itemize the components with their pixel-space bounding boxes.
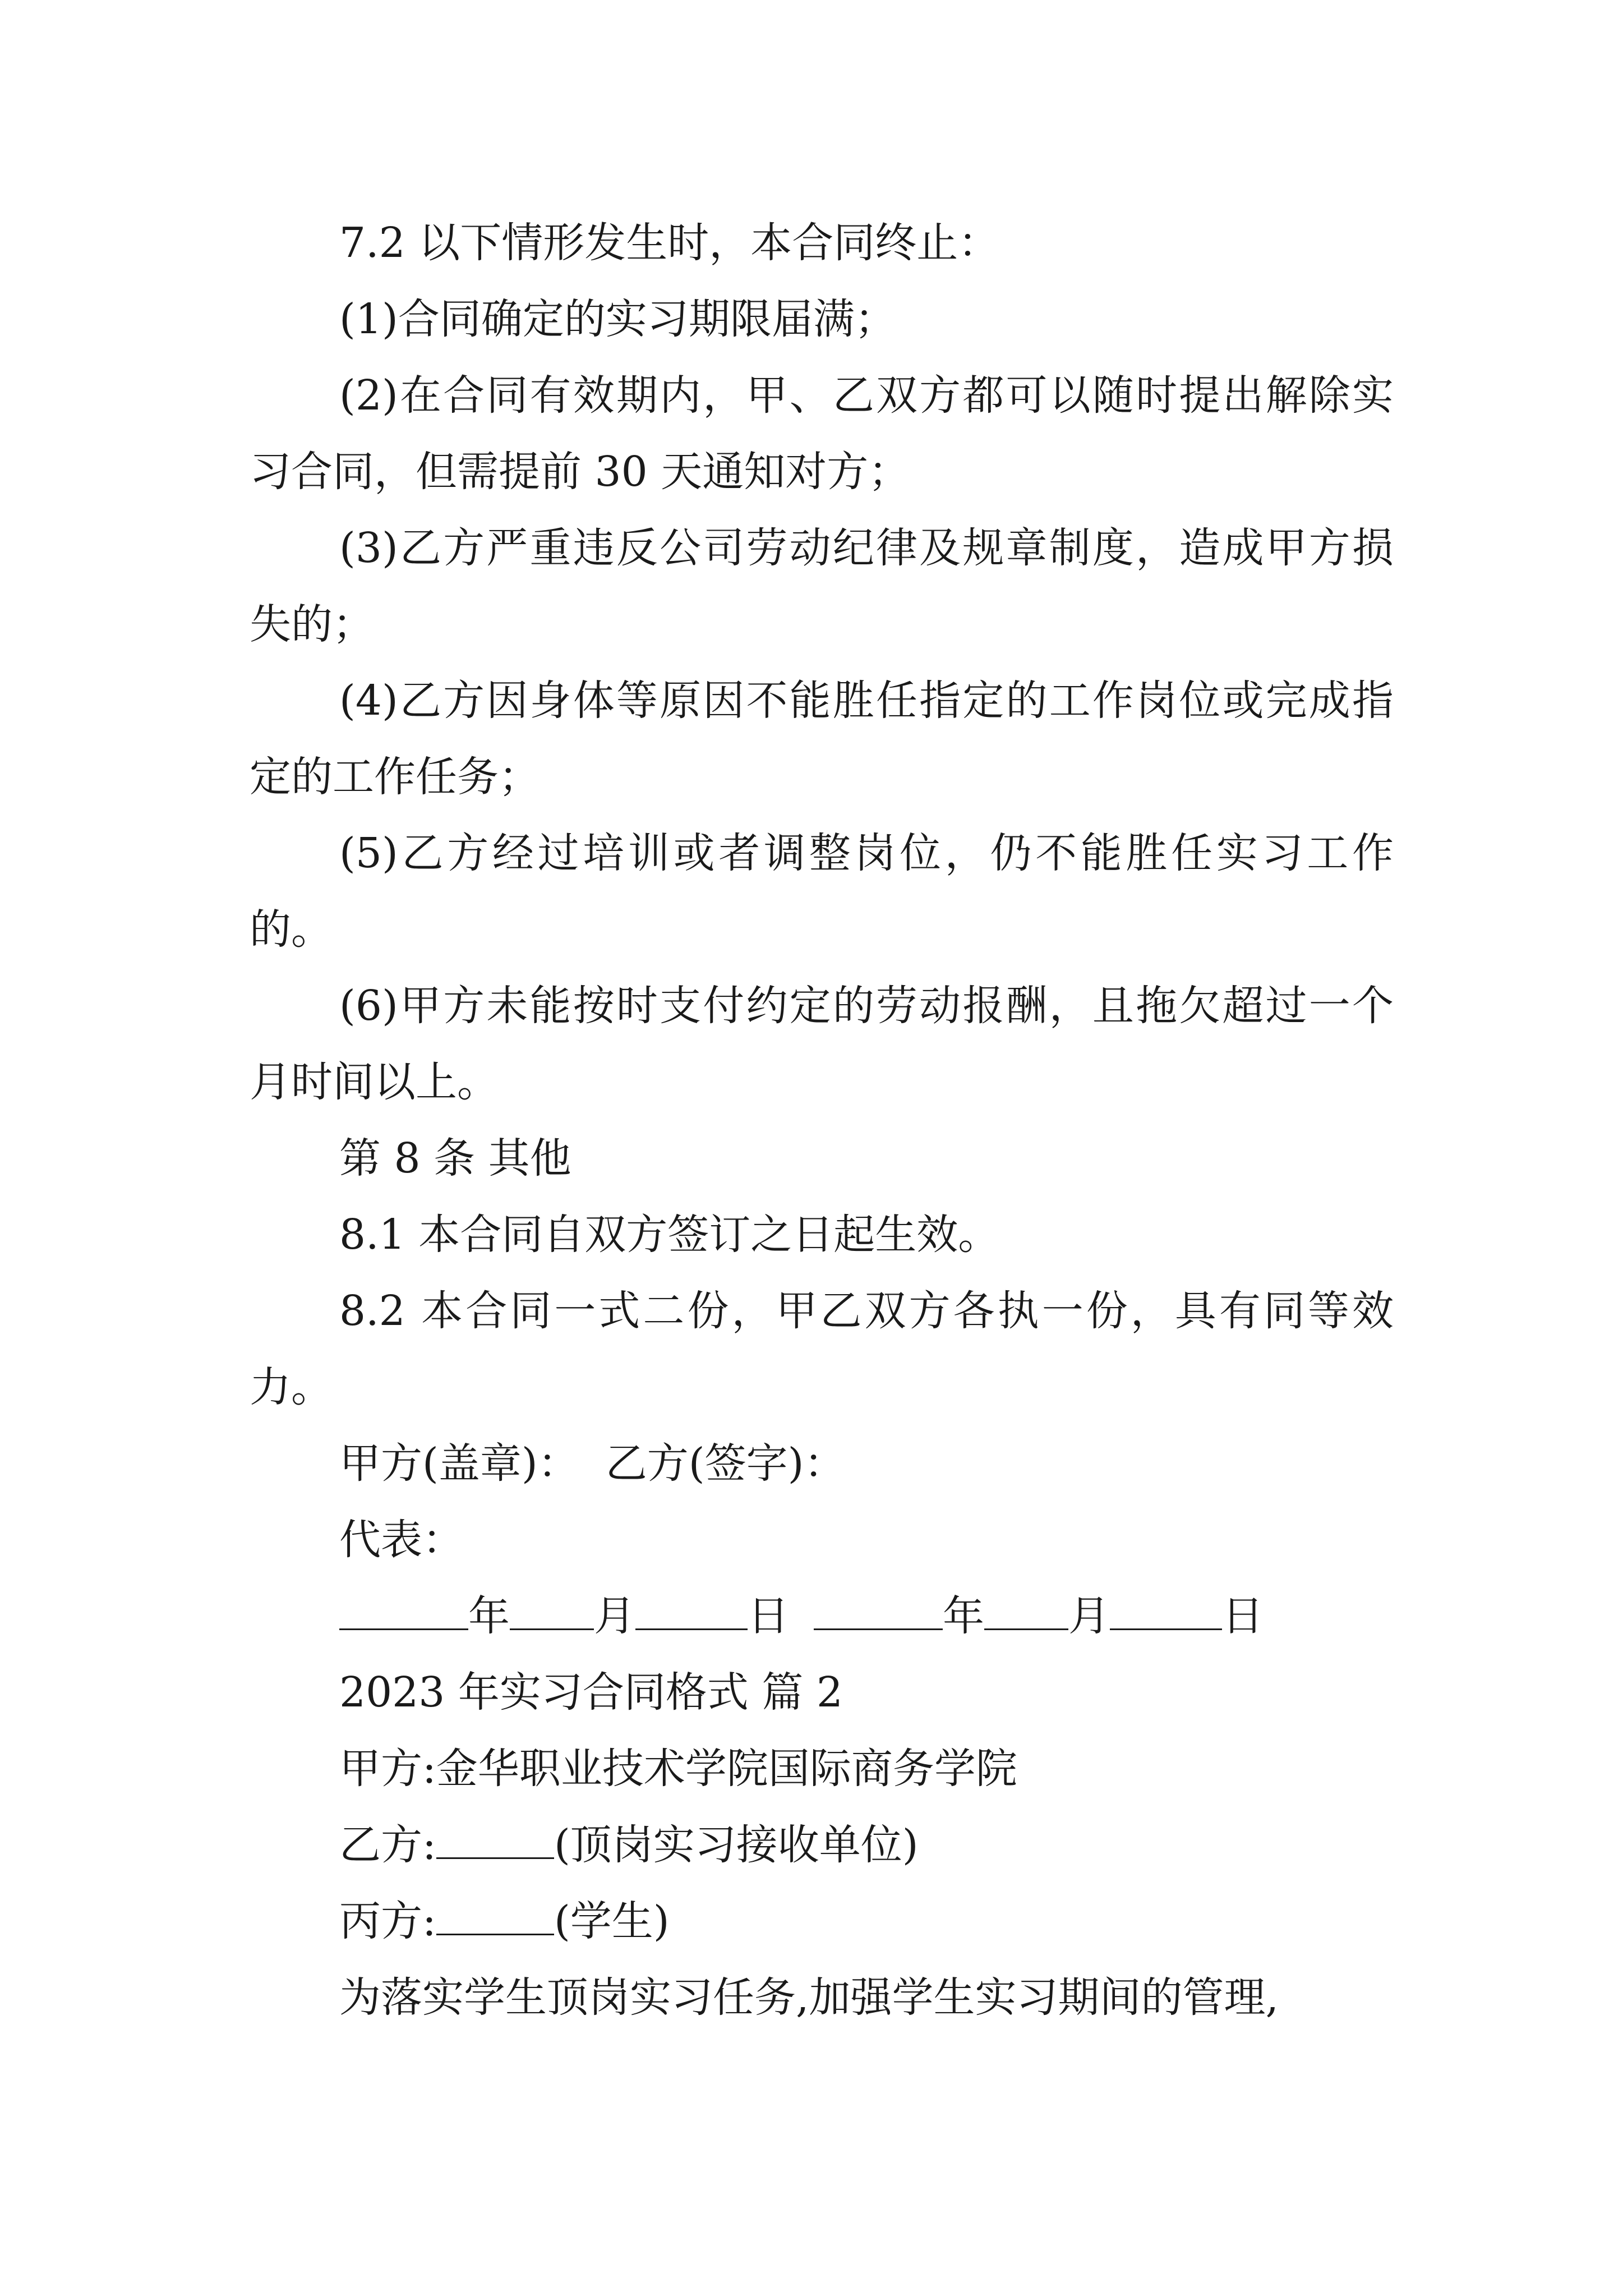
clause-7-2: 7.2 以下情形发生时，本合同终止：: [339, 219, 1000, 267]
day-label-2: 日: [1222, 1592, 1264, 1640]
clause-item-1: (1)合同确定的实习期限届满；: [339, 295, 896, 343]
day-label-1: 日: [748, 1592, 789, 1640]
year-label-1: 年: [468, 1592, 510, 1640]
section-2-title: 2023 年实习合同格式 篇 2: [339, 1668, 843, 1717]
clause-item-4: (4)乙方因身体等原因不能胜任指定的工作岗位或完成指定的工作任务；: [250, 677, 1394, 801]
preamble-line: 为落实学生顶岗实习任务,加强学生实习期间的管理,: [339, 1973, 1279, 2022]
day-blank-1: [635, 1594, 748, 1630]
party-c-line: [250, 1883, 1394, 1959]
year-blank-2: [814, 1594, 943, 1630]
clause-item-2: (2)在合同有效期内，甲、乙双方都可以随时提出解除实习合同，但需提前 30 天通知对方；: [250, 371, 1394, 496]
party-b-blank: [436, 1823, 554, 1859]
date-line: [250, 1578, 1394, 1654]
party-c-note: (学生): [554, 1897, 670, 1945]
clause-8-2: 8.2 本合同一式二份，甲乙双方各执一份，具有同等效力。: [250, 1287, 1394, 1411]
year-label-2: 年: [943, 1592, 984, 1640]
year-blank-1: [339, 1594, 468, 1630]
clause-item-5: (5)乙方经过培训或者调整岗位，仍不能胜任实习工作的。: [250, 829, 1394, 954]
representative-line: 代表：: [339, 1516, 464, 1564]
clause-item-3: (3)乙方严重违反公司劳动纪律及规章制度，造成甲方损失的；: [250, 524, 1394, 648]
article-8-heading: 第 8 条 其他: [339, 1134, 571, 1182]
party-c-label: 丙方:: [339, 1897, 436, 1945]
party-b-line: [250, 1807, 1394, 1883]
signature-line: 甲方(盖章)： 乙方(签字)：: [339, 1439, 846, 1488]
party-b-note: (顶岗实习接收单位): [554, 1821, 919, 1869]
document-body: [250, 205, 1394, 2036]
clause-item-6: (6)甲方未能按时支付约定的劳动报酬，且拖欠超过一个月时间以上。: [250, 982, 1394, 1106]
party-a-line: 甲方:金华职业技术学院国际商务学院: [339, 1745, 1017, 1793]
party-b-label: 乙方:: [339, 1821, 436, 1869]
month-blank-1: [510, 1594, 594, 1630]
clause-8-1: 8.1 本合同自双方签订之日起生效。: [339, 1211, 1000, 1259]
month-label-2: 月: [1068, 1592, 1110, 1640]
party-c-blank: [436, 1899, 554, 1935]
month-label-1: 月: [594, 1592, 635, 1640]
day-blank-2: [1110, 1594, 1222, 1630]
month-blank-2: [984, 1594, 1068, 1630]
